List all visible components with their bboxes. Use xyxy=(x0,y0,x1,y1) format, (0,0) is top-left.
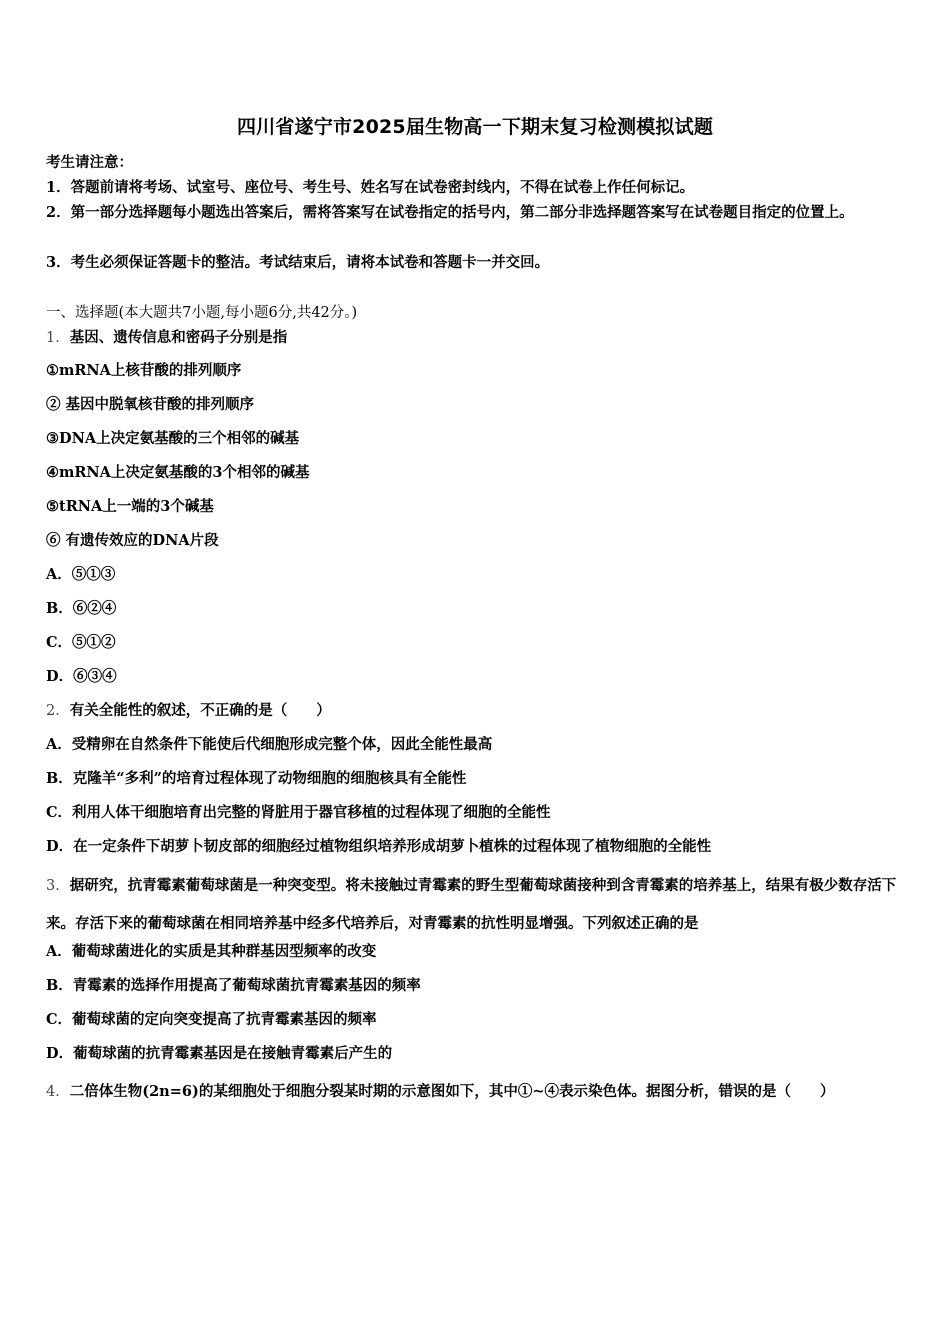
notice-heading: 考生请注意： xyxy=(46,154,133,171)
list-item: ③DNA上决定氨基酸的三个相邻的碱基 xyxy=(46,430,300,447)
option-b: B．青霉素的选择作用提高了葡萄球菌抗青霉素基因的频率 xyxy=(46,977,421,994)
option-a: A．葡萄球菌进化的实质是其种群基因型频率的改变 xyxy=(46,943,377,960)
question-1 xyxy=(46,328,287,348)
option-d: D．葡萄球菌的抗青霉素基因是在接触青霉素后产生的 xyxy=(46,1045,393,1062)
page-title: 四川省遂宁市2025届生物高一下期末复习检测模拟试题 xyxy=(236,116,714,138)
list-item: ⑥ 有遗传效应的DNA片段 xyxy=(46,532,219,549)
option-a: A．⑤①③ xyxy=(46,566,116,583)
option-c: C．利用人体干细胞培育出完整的肾脏用于器官移植的过程体现了细胞的全能性 xyxy=(46,804,551,821)
question-number: 3． xyxy=(46,878,70,894)
option-c: C．⑤①② xyxy=(46,634,116,651)
list-item: ①mRNA上核苷酸的排列顺序 xyxy=(46,362,242,379)
notice-item: 3．考生必须保证答题卡的整洁。考试结束后，请将本试卷和答题卡一并交回。 xyxy=(46,254,550,271)
option-d: D．在一定条件下胡萝卜韧皮部的细胞经过植物组织培养形成胡萝卜植株的过程体现了植物细胞的全能性 xyxy=(46,838,712,855)
question-number: 1． xyxy=(46,330,70,346)
question-number: 4． xyxy=(46,1084,70,1100)
question-stem: 据研究，抗青霉素葡萄球菌是一种突变型。将未接触过青霉素的野生型葡萄球菌接种到含青霉素的培养基上，结果有极少数存活下来。存活下来的葡萄球菌在相同培养基中经多代培养后，对青霉素的抗性明显增强。下列叙述正确的是 xyxy=(46,877,897,932)
option-d: D．⑥③④ xyxy=(46,668,117,685)
list-item: ⑤tRNA上一端的3个碱基 xyxy=(46,498,214,515)
question-stem: 基因、遗传信息和密码子分别是指 xyxy=(69,329,288,346)
list-item: ④mRNA上决定氨基酸的3个相邻的碱基 xyxy=(46,464,310,481)
question-stem: 有关全能性的叙述，不正确的是（ ） xyxy=(69,702,331,719)
option-c: C．葡萄球菌的定向突变提高了抗青霉素基因的频率 xyxy=(46,1011,377,1028)
notice-item: 1．答题前请将考场、试室号、座位号、考生号、姓名写在试卷密封线内，不得在试卷上作任何标记。 xyxy=(46,179,695,196)
option-a: A．受精卵在自然条件下能使后代细胞形成完整个体，因此全能性最高 xyxy=(46,736,493,753)
question-stem: 二倍体生物(2n=6)的某细胞处于细胞分裂某时期的示意图如下，其中①~④表示染色体。据图分析，错误的是（ ） xyxy=(69,1083,835,1100)
question-4 xyxy=(46,1073,891,1111)
option-b: B．克隆羊“多利”的培育过程体现了动物细胞的细胞核具有全能性 xyxy=(46,770,467,787)
section-heading: 一、选择题(本大题共7小题,每小题6分,共42分。) xyxy=(46,305,358,321)
question-2 xyxy=(46,701,331,721)
list-item: ② 基因中脱氧核苷酸的排列顺序 xyxy=(46,396,255,413)
question-number: 2． xyxy=(46,703,70,719)
option-b: B．⑥②④ xyxy=(46,600,117,617)
question-3 xyxy=(46,867,908,943)
notice-item: 2．第一部分选择题每小题选出答案后，需将答案写在试卷指定的括号内，第二部分非选择题答案写在试卷题目指定的位置上。 xyxy=(46,204,854,221)
